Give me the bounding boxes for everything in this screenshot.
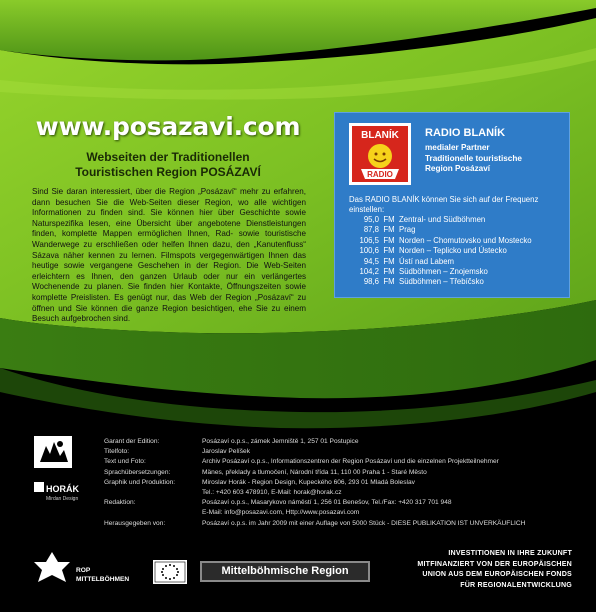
frequency-unit: FM — [383, 277, 395, 287]
frequency-unit: FM — [383, 225, 395, 235]
frequency-row — [349, 257, 561, 267]
imprint-labels — [104, 437, 196, 529]
rop-line-1: ROP — [76, 567, 91, 574]
imprint-label: Titelfoto: — [104, 448, 130, 456]
frequency-unit: FM — [383, 246, 395, 256]
eu-line-2: MITFINANZIERT VON DER EUROPÄISCHEN — [417, 559, 572, 568]
frequency-unit: FM — [383, 266, 395, 276]
imprint-value: Posázaví o.p.s., zámek Jemniště 1, 257 01 Postupice — [202, 438, 359, 445]
eu-funding-text — [396, 548, 572, 590]
imprint-label: Sprachübersetzungen: — [104, 468, 171, 476]
subtitle-line-2: Touristischen Region POSÁZAVÍ — [75, 165, 261, 179]
frequency-list — [349, 215, 561, 288]
website-url[interactable]: www.posazavi.com — [35, 112, 301, 141]
horak-logo-subtext: Mirdan Design — [46, 496, 79, 502]
frequency-area: Prag — [399, 225, 416, 235]
imprint-value: E-Mail: info@posazavi.com, Http://www.posazavi.com — [202, 509, 360, 517]
radio-partner-line-2: Traditionelle touristische — [425, 153, 522, 163]
eu-flag-icon — [153, 560, 187, 584]
subtitle-line-1: Webseiten der Traditionellen — [86, 150, 250, 164]
frequency-area: Zentral- und Südböhmen — [399, 215, 486, 224]
imprint-label: Text und Foto: — [104, 458, 146, 466]
frequency-row — [349, 246, 561, 256]
imprint-value: Posázaví o.p.s., Masarykovo náměstí 1, 256 01 Benešov, Tel./Fax: +420 317 701 948 — [202, 499, 452, 507]
rop-line-2: MITTELBÖHMEN — [76, 576, 130, 583]
radio-partner-line-1: medialer Partner — [425, 143, 490, 152]
eu-line-4: FÜR REGIONALENTWICKLUNG — [460, 580, 572, 589]
imprint-value: Jaroslav Pelíšek — [202, 448, 251, 456]
frequency-value: 106,5 — [359, 235, 379, 245]
imprint-value: Miroslav Horák - Region Design, Kupeckého 606, 293 01 Mladá Boleslav — [202, 478, 415, 486]
frequency-value: 104,2 — [359, 266, 379, 276]
radio-logo-bottom-text: RADIO — [367, 170, 393, 179]
radio-name: RADIO BLANÍK — [425, 127, 506, 139]
rop-logo-text — [76, 566, 129, 584]
page-subtitle — [0, 150, 336, 180]
region-badge: Mittelböhmische Region — [200, 561, 370, 582]
imprint-value: Archiv Posázaví o.p.s., Informationszentren der Region Posázaví und die einzelnen Projektteilnehmer — [202, 458, 499, 466]
frequency-row — [349, 267, 561, 277]
imprint-label: Graphik und Produktion: — [104, 478, 176, 486]
posazavi-logo-icon — [34, 436, 72, 468]
imprint-label — [104, 488, 196, 498]
frequency-unit: FM — [383, 235, 395, 245]
radio-intro-text: Das RADIO BLANÍK können Sie sich auf der Frequenz einstellen: — [349, 195, 539, 214]
horak-logo-text: HORÁK — [46, 484, 79, 494]
eu-line-3: UNION AUS DEM EUROPÄISCHEN FONDS — [422, 570, 572, 579]
imprint-value: Tel.: +420 603 478910, E-Mail: horak@horak.cz — [202, 488, 342, 496]
imprint-label — [104, 508, 196, 518]
radio-partner-line-3: Region Posázaví — [425, 164, 491, 173]
frequency-value: 95,0 — [363, 215, 379, 224]
frequency-area: Ústí nad Labem — [399, 256, 455, 266]
frequency-value: 94,5 — [363, 256, 379, 266]
frequency-unit: FM — [383, 215, 395, 224]
frequency-value: 100,6 — [359, 246, 379, 256]
imprint-label: Herausgegeben von: — [104, 519, 166, 527]
frequency-row — [349, 277, 561, 287]
radio-logo-top-text: BLANÍK — [361, 130, 399, 141]
imprint-label: Garant der Edition: — [104, 438, 160, 445]
horak-logo-icon — [34, 480, 79, 504]
imprint-label: Redaktion: — [104, 499, 136, 507]
imprint-value: Posázaví o.p.s. im Jahr 2009 mit einer Auflage von 5000 Stück - DIESE PUBLIKATION IST UNVERKÄUFLICH — [202, 519, 526, 527]
frequency-area: Südböhmen – Třebíčsko — [399, 277, 484, 287]
frequency-area: Norden – Chomutovsko und Mostecko — [399, 235, 532, 245]
eu-line-1: INVESTITIONEN IN IHRE ZUKUNFT — [448, 549, 572, 557]
frequency-area: Norden – Teplicko und Ústecko — [399, 246, 507, 256]
frequency-row — [349, 215, 561, 225]
frequency-unit: FM — [383, 256, 395, 266]
frequency-area: Südböhmen – Znojemsko — [399, 266, 488, 276]
description-text: Sind Sie daran interessiert, über die Region „Posázaví“ mehr zu erfahren, dann besuchen Sie die Web-Seiten dieser Region, wo alle wichtigen Informationen zu finden sind. Sie können hier über Geschichte sowie Naturspezifika lesen, eine Übersicht über angebotene Dienstleistungen finden, komplette Mappen ermöglichen Ihnen, Rad- sowie touristische Wanderwege zu erschließen oder helfen Ihnen dazu, den „Kanutenfluss“ Sázava näher kennen zu lernen. Filmspots vergegenwärtigen Ihnen das heutige sowie vergangene Geschehen in der Region. Die Web-Seiten erleichtern es Ihnen, den ganzen Urlaub oder nur ein verlängertes Wochenende zu planen. Sie finden hier Kontakte, Öffnungszeiten sowie komplette Preislisten. Es genügt nur, das Web der Region „Posázaví“ zu öffnen und Sie können die ganze Region besichtigen, ehe Sie zu einem Besuch aufgebrochen sind. — [32, 187, 306, 324]
imprint-values — [202, 437, 568, 529]
frequency-value: 87,8 — [363, 225, 379, 235]
frequency-row — [349, 225, 561, 235]
radio-partner-text — [425, 143, 565, 175]
frequency-value: 98,6 — [363, 277, 379, 287]
radio-blanik-box — [334, 112, 570, 298]
rop-logo-icon — [30, 548, 74, 586]
frequency-row — [349, 236, 561, 246]
imprint-value: Mänes, překlady a tlumočení, Národní třída 11, 110 00 Praha 1 - Staré Město — [202, 468, 427, 476]
radio-blanik-logo-icon — [349, 123, 411, 185]
